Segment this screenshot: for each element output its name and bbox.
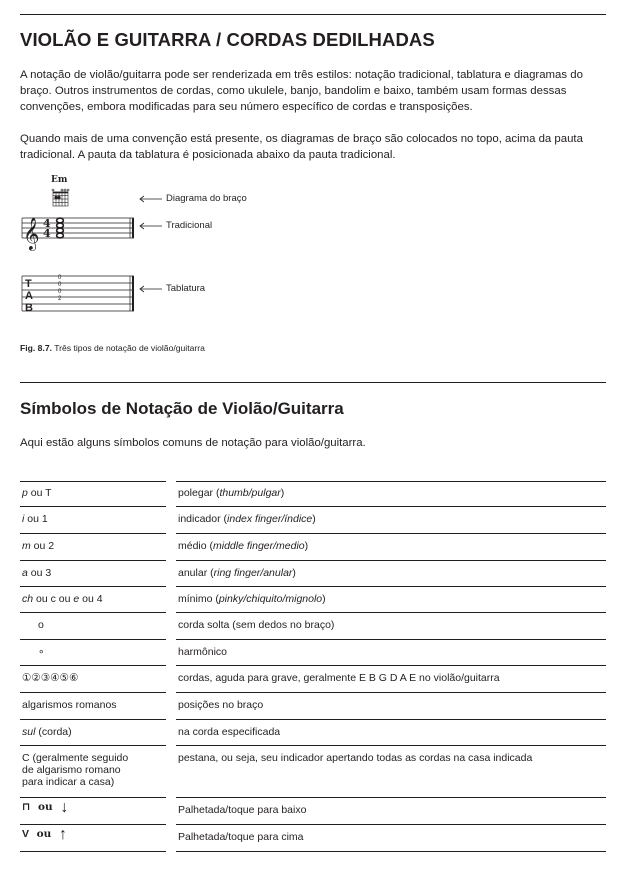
table-row (20, 613, 606, 640)
definition-cell: anular (ring finger/anular) (178, 567, 296, 579)
symbol-cell: o (38, 619, 44, 631)
symbol-cell: p ou T (22, 487, 52, 499)
tab-fret-number: 0 (58, 289, 62, 295)
symbol-cell: ∘ (38, 646, 45, 658)
chord-notes (57, 218, 64, 238)
time-sig-bottom: 4 (43, 227, 51, 240)
symbol-cell: m ou 2 (22, 540, 55, 552)
table-row (20, 666, 606, 693)
table-row (20, 640, 606, 666)
symbol-cell: V ou ↑ (22, 826, 67, 843)
table-row (20, 746, 606, 798)
symbol-cell: sul (corda) (22, 726, 72, 738)
symbol-cell: ⊓ ou ↓ (22, 799, 69, 816)
tab-letter-b: B (25, 302, 33, 314)
definition-cell: corda solta (sem dedos no braço) (178, 619, 335, 631)
definition-cell: Palhetada/toque para cima (178, 831, 304, 843)
tab-fret-number: 0 (58, 275, 62, 281)
guitar-notation-figure (18, 170, 168, 320)
symbol-cell: algarismos romanos (22, 699, 117, 711)
table-row (20, 561, 606, 587)
chord-name: Em (51, 175, 68, 185)
table-row (20, 587, 606, 613)
top-rule (20, 14, 606, 15)
definition-cell: polegar (thumb/pulgar) (178, 487, 285, 499)
chord-diagram (52, 189, 69, 206)
symbols-intro: Aqui estão alguns símbolos comuns de notação para violão/guitarra. (20, 437, 366, 449)
table-row (20, 481, 606, 507)
definition-cell: indicador (index finger/índice) (178, 513, 316, 525)
definition-cell: na corda especificada (178, 726, 281, 738)
definition-cell: posições no braço (178, 699, 264, 711)
placement-paragraph: Quando mais de uma convenção está presente, os diagramas de braço são colocados no topo, acima da pauta tradicional. A pauta da tablatura é posicionada abaixo da pauta tradicional. (20, 133, 583, 161)
tab-letter-t: T (25, 278, 32, 290)
definition-cell: mínimo (pinky/chiquito/mignolo) (178, 593, 326, 605)
definition-cell: cordas, aguda para grave, geralmente E B G D A E no violão/guitarra (178, 672, 500, 684)
symbol-cell: i ou 1 (22, 513, 48, 525)
tab-staff (22, 276, 134, 311)
label-traditional: Tradicional (166, 220, 213, 231)
table-row (20, 720, 606, 746)
symbol-cell: ch ou c ou e ou 4 (22, 593, 103, 605)
symbol-cell: ①②③④⑤⑥ (22, 672, 79, 684)
row-rule (20, 851, 166, 852)
definition-cell: harmônico (178, 646, 228, 658)
definition-cell: médio (middle finger/medio) (178, 540, 309, 552)
tab-letter-a: A (25, 290, 33, 302)
pointer-arrows (140, 196, 162, 292)
tab-fret-number: 0 (58, 282, 62, 288)
intro-paragraph: A notação de violão/guitarra pode ser renderizada em três estilos: notação tradicional, tablatura e diagramas do braço. Outros instrumentos de cordas, como ukulele, banjo, bandolim e baixo, também usam formas dessas convenções, embora modificadas para seu número específico de cordas e transposições. (20, 69, 583, 113)
table-row (20, 798, 606, 825)
row-rule (176, 851, 606, 852)
section-rule (20, 382, 606, 383)
symbol-cell: C (geralmente seguido de algarismo romano para indicar a casa) (22, 752, 129, 788)
symbols-title: Símbolos de Notação de Violão/Guitarra (20, 399, 344, 418)
figure-caption: Fig. 8.7. Três tipos de notação de violão/guitarra (20, 343, 205, 353)
table-row (20, 507, 606, 534)
tab-fret-number: 2 (58, 296, 62, 302)
table-row (20, 534, 606, 561)
treble-clef-icon: 𝄞 (23, 217, 40, 250)
symbol-cell: a ou 3 (22, 567, 52, 579)
time-sig-top: 4 (43, 217, 51, 230)
label-tab: Tablatura (166, 283, 206, 294)
table-row (20, 825, 606, 852)
label-diagram: Diagrama do braço (166, 193, 247, 204)
definition-cell: pestana, ou seja, seu indicador apertando todas as cordas na casa indicada (178, 752, 533, 764)
definition-cell: Palhetada/toque para baixo (178, 804, 307, 816)
section-title: VIOLÃO E GUITARRA / CORDAS DEDILHADAS (20, 29, 435, 50)
table-row (20, 693, 606, 720)
